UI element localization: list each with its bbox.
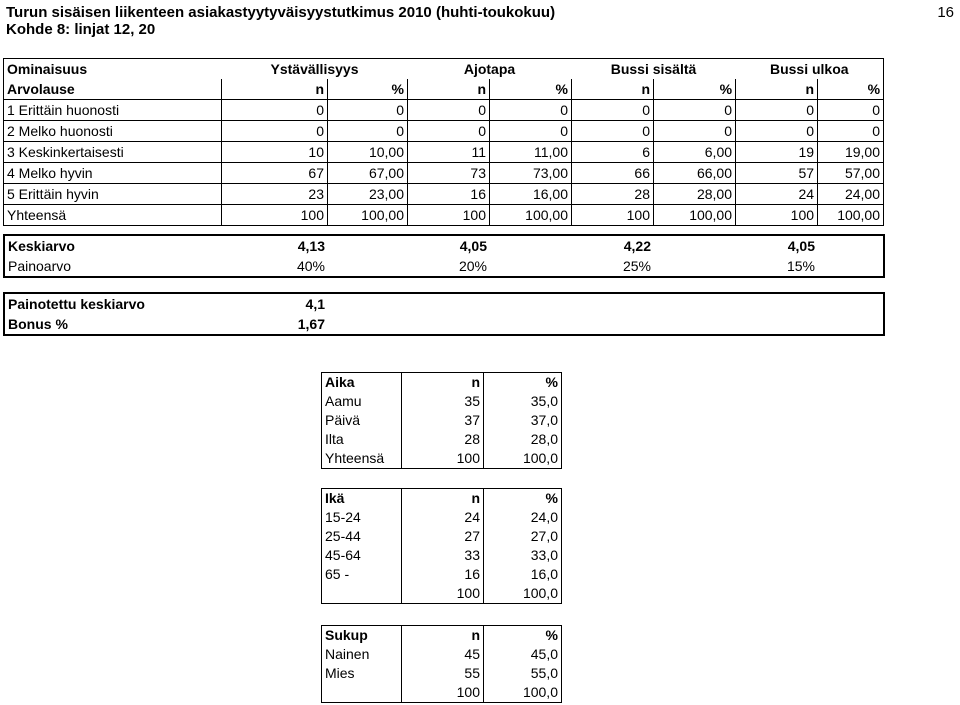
- table-cell: 28,00: [654, 184, 736, 205]
- table-cell: 16: [408, 184, 490, 205]
- row-label: 45-64: [322, 546, 402, 565]
- table-cell: 100,00: [654, 205, 736, 226]
- table-cell: 0: [736, 121, 818, 142]
- table-row: [322, 411, 562, 430]
- table-cell: 24: [736, 184, 818, 205]
- table-cell: 10,00: [328, 142, 408, 163]
- table-cell: 0: [818, 100, 884, 121]
- weighted-average-box: [3, 292, 885, 336]
- table-cell: 19,00: [818, 142, 884, 163]
- table-cell: 66,00: [654, 163, 736, 184]
- table-cell: 16: [402, 565, 484, 584]
- row-label: Yhteensä: [322, 449, 402, 469]
- row-label: 5 Erittäin hyvin: [4, 184, 222, 205]
- column-header-n: n: [408, 79, 490, 100]
- table-row: [322, 584, 562, 604]
- column-header-pct: %: [328, 79, 408, 100]
- table-row: [4, 142, 884, 163]
- row-label: 15-24: [322, 508, 402, 527]
- table-cell: 33,0: [484, 546, 562, 565]
- report-subtitle: Kohde 8: linjat 12, 20: [6, 21, 156, 38]
- mean-label: Keskiarvo: [8, 238, 75, 254]
- table-cell: 67: [222, 163, 328, 184]
- table-cell: 35,0: [484, 392, 562, 411]
- table-row: [4, 100, 884, 121]
- column-header-n: n: [572, 79, 654, 100]
- column-header-pct: %: [654, 79, 736, 100]
- table-cell: 0: [736, 100, 818, 121]
- column-header-bus-outside: Bussi ulkoa: [736, 59, 884, 80]
- table-cell: 24: [402, 508, 484, 527]
- table-cell: 0: [408, 121, 490, 142]
- table-header-row: [322, 373, 562, 393]
- table-cell: 100: [736, 205, 818, 226]
- table-cell: 0: [490, 100, 572, 121]
- table-cell: 100,00: [490, 205, 572, 226]
- weighted-mean-row: [4, 293, 884, 314]
- table-row: [322, 430, 562, 449]
- row-label: 25-44: [322, 527, 402, 546]
- table-cell: 24,00: [818, 184, 884, 205]
- table-cell: 0: [572, 121, 654, 142]
- table-cell: 23,00: [328, 184, 408, 205]
- table-cell: 100,0: [484, 449, 562, 469]
- table-row: [4, 205, 884, 226]
- weight-value: 15%: [786, 258, 815, 274]
- table-cell: 100,00: [328, 205, 408, 226]
- table-cell: 27,0: [484, 527, 562, 546]
- table-cell: 57: [736, 163, 818, 184]
- table-row: [322, 664, 562, 683]
- table-cell: 100: [222, 205, 328, 226]
- table-row: [322, 565, 562, 584]
- row-label: Nainen: [322, 645, 402, 664]
- table-cell: 0: [818, 121, 884, 142]
- column-header: Sukup: [322, 626, 402, 646]
- table-cell: 0: [328, 121, 408, 142]
- table-cell: 27: [402, 527, 484, 546]
- table-cell: 37: [402, 411, 484, 430]
- table-cell: 28,0: [484, 430, 562, 449]
- row-label: 1 Erittäin huonosti: [4, 100, 222, 121]
- table-row: [322, 508, 562, 527]
- column-header: Aika: [322, 373, 402, 393]
- averages-box: [3, 234, 885, 278]
- mean-row: [4, 235, 884, 256]
- column-header: n: [402, 373, 484, 393]
- weight-value: 25%: [622, 258, 651, 274]
- table-cell: 45,0: [484, 645, 562, 664]
- table-cell: 11,00: [490, 142, 572, 163]
- table-cell: 0: [328, 100, 408, 121]
- weight-value: 20%: [458, 258, 487, 274]
- table-row: [322, 683, 562, 703]
- table-cell: 100: [402, 683, 484, 703]
- table-cell: 23: [222, 184, 328, 205]
- table-cell: 45: [402, 645, 484, 664]
- table-cell: 55: [402, 664, 484, 683]
- gender-table: [321, 625, 562, 703]
- table-subheader-row: [4, 79, 884, 100]
- row-label: 4 Melko hyvin: [4, 163, 222, 184]
- column-header-bus-inside: Bussi sisältä: [610, 61, 697, 77]
- table-cell: 73,00: [490, 163, 572, 184]
- bonus-value: 1,67: [297, 316, 325, 332]
- satisfaction-table: [3, 58, 884, 226]
- row-label: [322, 584, 402, 604]
- row-label: 2 Melko huonosti: [4, 121, 222, 142]
- table-cell: 24,0: [484, 508, 562, 527]
- table-cell: 28: [402, 430, 484, 449]
- table-cell: 0: [408, 100, 490, 121]
- row-label: Aamu: [322, 392, 402, 411]
- table-cell: 100,0: [484, 683, 562, 703]
- time-of-day-table: [321, 372, 562, 469]
- column-header-driving: Ajotapa: [463, 61, 516, 77]
- weighted-mean-value: 4,1: [305, 296, 325, 312]
- row-label: 65 -: [322, 565, 402, 584]
- table-row: [322, 449, 562, 469]
- table-cell: 100: [402, 584, 484, 604]
- column-header-pct: %: [490, 79, 572, 100]
- table-header-row: [322, 626, 562, 646]
- weight-row: [4, 256, 884, 277]
- column-header-pct: %: [818, 79, 884, 100]
- table-cell: 6: [572, 142, 654, 163]
- table-cell: 100,0: [484, 584, 562, 604]
- row-label: Yhteensä: [4, 205, 222, 226]
- table-cell: 100: [402, 449, 484, 469]
- table-cell: 16,00: [490, 184, 572, 205]
- column-header-friendliness: Ystävällisyys: [270, 61, 359, 77]
- table-row: [4, 163, 884, 184]
- table-cell: 11: [408, 142, 490, 163]
- table-cell: 33: [402, 546, 484, 565]
- report-title: Turun sisäisen liikenteen asiakastyytyväisyystutkimus 2010 (huhti-toukokuu): [6, 4, 556, 21]
- column-header-rating: Arvolause: [4, 79, 222, 100]
- mean-value: 4,22: [623, 238, 651, 254]
- column-header: n: [402, 626, 484, 646]
- table-cell: 0: [654, 100, 736, 121]
- table-cell: 0: [222, 121, 328, 142]
- column-header-n: n: [222, 79, 328, 100]
- table-cell: 28: [572, 184, 654, 205]
- table-cell: 57,00: [818, 163, 884, 184]
- age-table: [321, 488, 562, 604]
- table-cell: 16,0: [484, 565, 562, 584]
- column-header: %: [484, 626, 562, 646]
- column-header: %: [484, 489, 562, 509]
- row-label: [322, 683, 402, 703]
- table-cell: 67,00: [328, 163, 408, 184]
- table-row: [4, 121, 884, 142]
- table-row: [322, 546, 562, 565]
- table-cell: 0: [222, 100, 328, 121]
- row-label: Mies: [322, 664, 402, 683]
- table-cell: 6,00: [654, 142, 736, 163]
- column-header-feature: Ominaisuus: [7, 61, 88, 77]
- table-cell: 73: [408, 163, 490, 184]
- table-cell: 55,0: [484, 664, 562, 683]
- table-row: [322, 392, 562, 411]
- row-label: 3 Keskinkertaisesti: [4, 142, 222, 163]
- bonus-row: [4, 314, 884, 335]
- weight-value: 40%: [296, 258, 325, 274]
- mean-value: 4,13: [297, 238, 325, 254]
- mean-value: 4,05: [459, 238, 487, 254]
- weighted-mean-label: Painotettu keskiarvo: [8, 296, 145, 312]
- table-cell: 10: [222, 142, 328, 163]
- table-cell: 100: [408, 205, 490, 226]
- page-number: 16: [937, 4, 954, 21]
- mean-value: 4,05: [787, 238, 815, 254]
- table-cell: 66: [572, 163, 654, 184]
- row-label: Päivä: [322, 411, 402, 430]
- table-header-row: [4, 59, 884, 80]
- table-cell: 37,0: [484, 411, 562, 430]
- table-row: [4, 184, 884, 205]
- table-cell: 0: [490, 121, 572, 142]
- table-cell: 35: [402, 392, 484, 411]
- table-row: [322, 645, 562, 664]
- bonus-label: Bonus %: [8, 316, 68, 332]
- table-cell: 0: [654, 121, 736, 142]
- table-cell: 100: [572, 205, 654, 226]
- column-header-n: n: [736, 79, 818, 100]
- weight-label: Painoarvo: [8, 258, 72, 274]
- table-row: [322, 527, 562, 546]
- column-header: Ikä: [322, 489, 402, 509]
- table-cell: 100,00: [818, 205, 884, 226]
- column-header: %: [484, 373, 562, 393]
- table-header-row: [322, 489, 562, 509]
- table-cell: 19: [736, 142, 818, 163]
- row-label: Ilta: [322, 430, 402, 449]
- table-cell: 0: [572, 100, 654, 121]
- column-header: n: [402, 489, 484, 509]
